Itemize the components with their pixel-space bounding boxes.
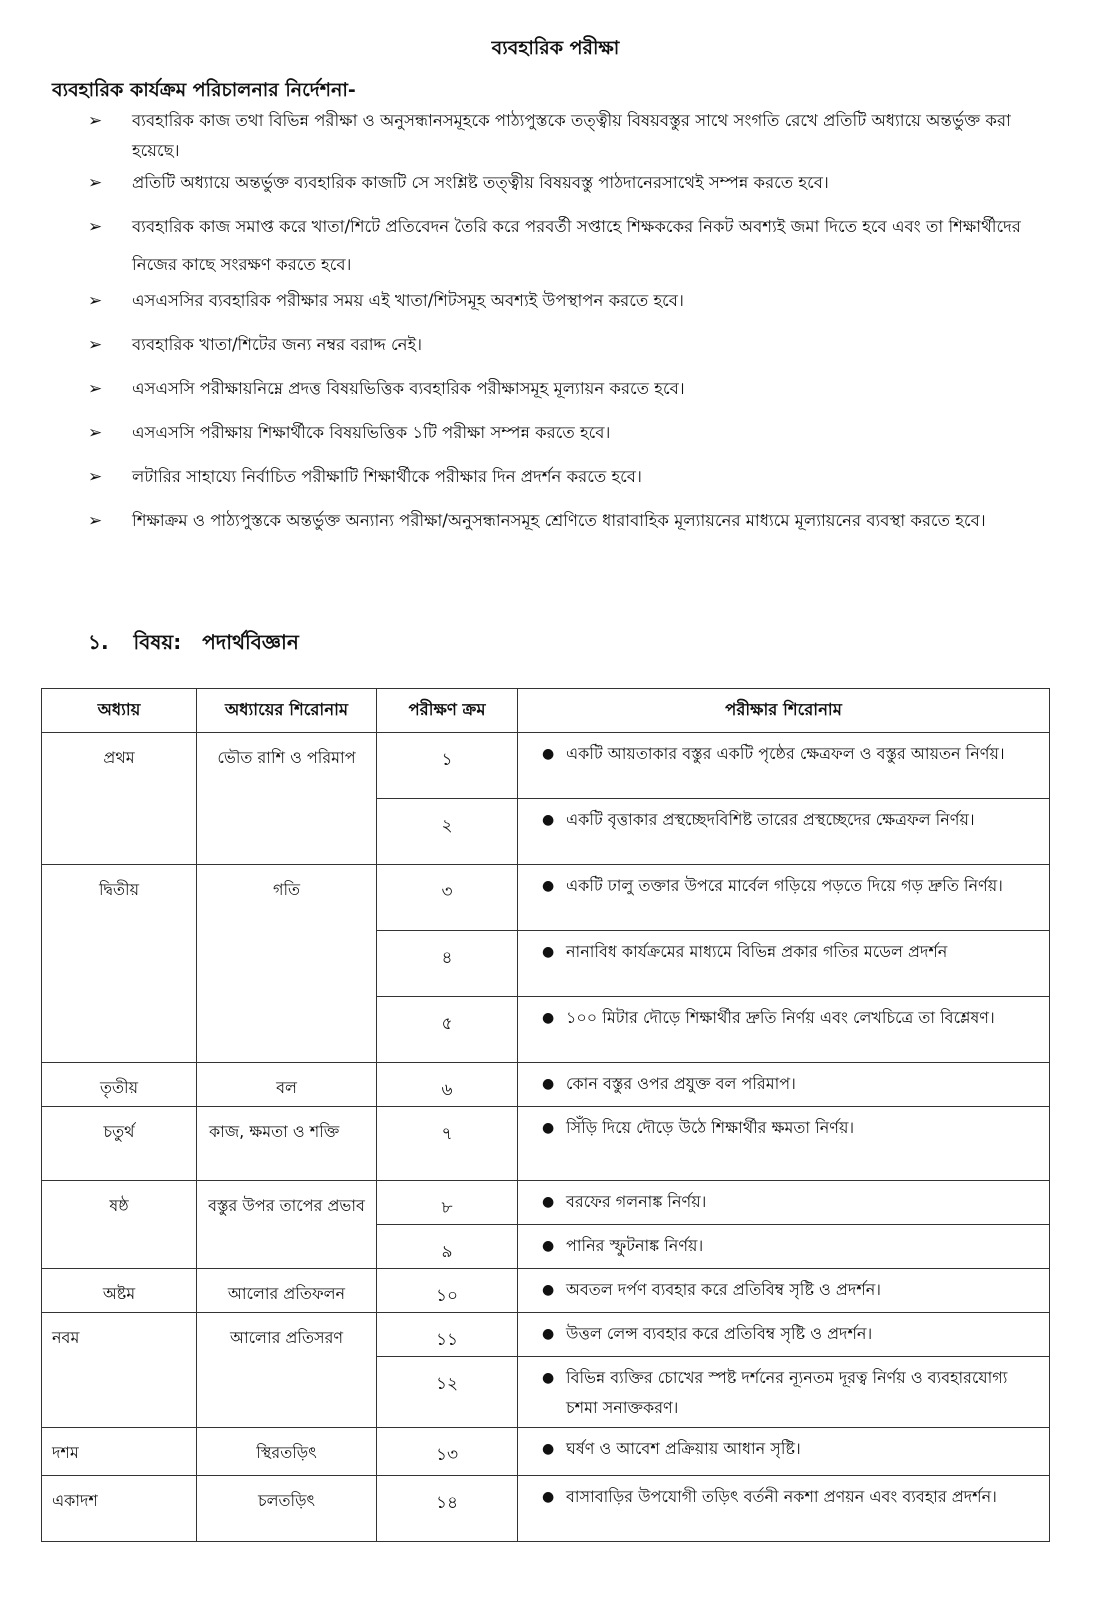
bullet-dot-icon: ● [542, 1489, 555, 1505]
subject-heading [88, 628, 299, 661]
bullet-dot-icon: ● [542, 1370, 555, 1386]
table-row [42, 733, 1050, 799]
experiment-title-text: ঘর্ষণ ও আবেশ প্রক্রিয়ায় আধান সৃষ্টি। [566, 1439, 801, 1458]
experiment-title-cell [518, 1357, 1050, 1428]
arrow-bullet-icon: ➢ [88, 335, 103, 355]
experiment-number-cell: ৯ [377, 1225, 518, 1269]
experiment-title-text: বরফের গলনাঙ্ক নির্ণয়। [566, 1192, 707, 1211]
bullet-dot-icon: ● [542, 812, 555, 828]
header-chapter: অধ্যায় [42, 689, 197, 733]
arrow-bullet-icon: ➢ [88, 217, 103, 237]
instruction-item [88, 106, 1063, 166]
chapter-cell: অষ্টম [42, 1269, 197, 1313]
instruction-item [88, 462, 1063, 492]
chapter-title-cell: ভৌত রাশি ও পরিমাপ [197, 733, 377, 865]
chapter-cell: প্রথম [42, 733, 197, 865]
experiment-title-cell [518, 1063, 1050, 1107]
instruction-text: ব্যবহারিক কাজ সমাপ্ত করে খাতা/শিটে প্রতিবেদন তৈরি করে পরবর্তী সপ্তাহে শিক্ষককের নিকট অবশ্যই জমা দিতে হবে এবং তা শিক্ষার্থীদের নিজের কাছে সংরক্ষণ করতে হবে। [132, 217, 1021, 274]
arrow-bullet-icon: ➢ [88, 511, 103, 531]
experiment-title-cell [518, 1269, 1050, 1313]
instruction-item [88, 168, 1063, 198]
chapter-cell: দশম [42, 1428, 197, 1476]
bullet-dot-icon: ● [542, 1120, 555, 1136]
experiment-number-cell: ৩ [377, 865, 518, 931]
experiment-number-cell: ১১ [377, 1313, 518, 1357]
experiment-number-cell: ৫ [377, 997, 518, 1063]
experiment-title-text: কোন বস্তুর ওপর প্রযুক্ত বল পরিমাপ। [566, 1074, 796, 1093]
experiment-title-cell [518, 997, 1050, 1063]
experiment-title-text: ১০০ মিটার দৌড়ে শিক্ষার্থীর দ্রুতি নির্ণয় এবং লেখচিত্রে তা বিশ্লেষণ। [566, 1008, 995, 1027]
arrow-bullet-icon: ➢ [88, 111, 103, 131]
instruction-item [88, 418, 1063, 448]
experiments-table-body [42, 733, 1050, 1542]
chapter-cell: ষষ্ঠ [42, 1181, 197, 1269]
header-experiment-no: পরীক্ষণ ক্রম [377, 689, 518, 733]
instruction-text: এসএসসির ব্যবহারিক পরীক্ষার সময় এই খাতা/শিটসমূহ অবশ্যই উপস্থাপন করতে হবে। [132, 291, 684, 310]
chapter-cell: একাদশ [42, 1476, 197, 1542]
chapter-title-cell: আলোর প্রতিসরণ [197, 1313, 377, 1428]
chapter-title-cell: কাজ, ক্ষমতা ও শক্তি [197, 1107, 377, 1181]
experiment-title-text: বিভিন্ন ব্যক্তির চোখের স্পষ্ট দর্শনের ন্যূনতম দূরত্ব নির্ণয় ও ব্যবহারযোগ্য চশমা সনাক্তকরণ। [566, 1368, 1008, 1417]
experiment-title-text: একটি ঢালু তক্তার উপরে মার্বেল গড়িয়ে পড়তে দিয়ে গড় দ্রুতি নির্ণয়। [566, 876, 1003, 895]
document-title: ব্যবহারিক পরীক্ষা [491, 37, 620, 59]
chapter-cell: চতুর্থ [42, 1107, 197, 1181]
experiment-number-cell: ১ [377, 733, 518, 799]
bullet-dot-icon: ● [542, 1282, 555, 1298]
chapter-title-cell: স্থিরতড়িৎ [197, 1428, 377, 1476]
table-row [42, 1107, 1050, 1181]
instruction-item [88, 374, 1063, 404]
bullet-dot-icon: ● [542, 878, 555, 894]
instruction-text: লটারির সাহায্যে নির্বাচিত পরীক্ষাটি শিক্ষার্থীকে পরীক্ষার দিন প্রদর্শন করতে হবে। [132, 467, 642, 486]
experiment-title-text: সিঁড়ি দিয়ে দৌড়ে উঠে শিক্ষার্থীর ক্ষমতা নির্ণয়। [566, 1118, 855, 1137]
experiment-title-text: বাসাবাড়ির উপযোগী তড়িৎ বর্তনী নকশা প্রণয়ন এবং ব্যবহার প্রদর্শন। [566, 1487, 997, 1506]
arrow-bullet-icon: ➢ [88, 467, 103, 487]
experiment-title-cell [518, 865, 1050, 931]
bullet-dot-icon: ● [542, 1326, 555, 1342]
instruction-item [88, 506, 1063, 536]
arrow-bullet-icon: ➢ [88, 291, 103, 311]
bullet-dot-icon: ● [542, 1194, 555, 1210]
bullet-dot-icon: ● [542, 1238, 555, 1254]
chapter-cell: তৃতীয় [42, 1063, 197, 1107]
experiment-title-cell [518, 1181, 1050, 1225]
chapter-cell: দ্বিতীয় [42, 865, 197, 1063]
chapter-cell: নবম [42, 1313, 197, 1428]
experiment-title-text: একটি বৃত্তাকার প্রস্থচ্ছেদবিশিষ্ট তারের প্রস্থচ্ছেদের ক্ষেত্রফল নির্ণয়। [566, 810, 975, 829]
instruction-item [88, 330, 1063, 360]
experiment-number-cell: ৬ [377, 1063, 518, 1107]
instruction-text: ব্যবহারিক খাতা/শিটের জন্য নম্বর বরাদ্দ নেই। [132, 335, 423, 354]
experiment-number-cell: ১০ [377, 1269, 518, 1313]
instructions-heading: ব্যবহারিক কার্যক্রম পরিচালনার নির্দেশনা- [52, 79, 356, 101]
experiment-title-cell [518, 1428, 1050, 1476]
bullet-dot-icon: ● [542, 1010, 555, 1026]
instruction-item [88, 286, 1063, 316]
experiment-number-cell: ৪ [377, 931, 518, 997]
experiment-number-cell: ৭ [377, 1107, 518, 1181]
subject-number: ১. [88, 630, 109, 654]
header-experiment-title: পরীক্ষার শিরোনাম [518, 689, 1050, 733]
bullet-dot-icon: ● [542, 1076, 555, 1092]
table-row [42, 1181, 1050, 1225]
table-row [42, 1428, 1050, 1476]
instruction-text: এসএসসি পরীক্ষায়নিম্নে প্রদত্ত বিষয়ভিত্তিক ব্যবহারিক পরীক্ষাসমূহ মূল্যায়ন করতে হবে। [132, 379, 685, 398]
instruction-text: এসএসসি পরীক্ষায় শিক্ষার্থীকে বিষয়ভিত্তিক ১টি পরীক্ষা সম্পন্ন করতে হবে। [132, 423, 611, 442]
experiment-title-text: অবতল দর্পণ ব্যবহার করে প্রতিবিম্ব সৃষ্টি ও প্রদর্শন। [566, 1280, 881, 1299]
experiment-title-cell [518, 1107, 1050, 1181]
arrow-bullet-icon: ➢ [88, 173, 103, 193]
instruction-text: প্রতিটি অধ্যায়ে অন্তর্ভুক্ত ব্যবহারিক কাজটি সে সংশ্লিষ্ট তত্ত্বীয় বিষয়বস্তু পাঠদানেরসাথেই সম্পন্ন করতে হবে। [132, 173, 829, 192]
experiment-number-cell: ২ [377, 799, 518, 865]
header-chapter-title: অধ্যায়ের শিরোনাম [197, 689, 377, 733]
experiment-title-text: নানাবিধ কার্যক্রমের মাধ্যমে বিভিন্ন প্রকার গতির মডেল প্রদর্শন [566, 942, 948, 961]
table-row [42, 1269, 1050, 1313]
experiment-number-cell: ১৪ [377, 1476, 518, 1542]
bullet-dot-icon: ● [542, 944, 555, 960]
bullet-dot-icon: ● [542, 746, 555, 762]
experiment-title-cell [518, 1313, 1050, 1357]
subject-label: বিষয়: [133, 630, 182, 654]
chapter-title-cell: বল [197, 1063, 377, 1107]
experiment-title-text: একটি আয়তাকার বস্তুর একটি পৃষ্ঠের ক্ষেত্রফল ও বস্তুর আয়তন নির্ণয়। [566, 744, 1005, 763]
experiment-title-cell [518, 931, 1050, 997]
table-row [42, 1313, 1050, 1357]
experiment-title-text: উত্তল লেন্স ব্যবহার করে প্রতিবিম্ব সৃষ্টি ও প্রদর্শন। [566, 1324, 873, 1343]
chapter-title-cell: বস্তুর উপর তাপের প্রভাব [197, 1181, 377, 1269]
bullet-dot-icon: ● [542, 1441, 555, 1457]
table-row [42, 1063, 1050, 1107]
experiment-number-cell: ১৩ [377, 1428, 518, 1476]
experiment-title-text: পানির স্ফুটনাঙ্ক নির্ণয়। [566, 1236, 704, 1255]
experiment-number-cell: ৮ [377, 1181, 518, 1225]
arrow-bullet-icon: ➢ [88, 379, 103, 399]
table-row [42, 865, 1050, 931]
table-header-row [42, 689, 1050, 733]
chapter-title-cell: চলতড়িৎ [197, 1476, 377, 1542]
experiment-title-cell [518, 799, 1050, 865]
experiment-title-cell [518, 1476, 1050, 1542]
chapter-title-cell: আলোর প্রতিফলন [197, 1269, 377, 1313]
instruction-text: ব্যবহারিক কাজ তথা বিভিন্ন পরীক্ষা ও অনুসন্ধানসমূহকে পাঠ্যপুস্তকে তত্ত্বীয় বিষয়বস্তুর সাথে সংগতি রেখে প্রতিটি অধ্যায়ে অন্তর্ভুক্ত করা হয়েছে। [132, 111, 1011, 160]
experiment-title-cell [518, 1225, 1050, 1269]
chapter-title-cell: গতি [197, 865, 377, 1063]
instruction-text: শিক্ষাক্রম ও পাঠ্যপুস্তকে অন্তর্ভুক্ত অন্যান্য পরীক্ষা/অনুসন্ধানসমূহ শ্রেণিতে ধারাবাহিক মূল্যায়নের মাধ্যমে মূল্যায়নের ব্যবস্থা করতে হবে। [132, 511, 986, 530]
experiment-number-cell: ১২ [377, 1357, 518, 1428]
arrow-bullet-icon: ➢ [88, 423, 103, 443]
experiments-table [41, 688, 1050, 1542]
experiment-title-cell [518, 733, 1050, 799]
table-row [42, 1476, 1050, 1542]
instruction-item [88, 208, 1063, 284]
subject-name: পদার্থবিজ্ঞান [202, 630, 299, 654]
